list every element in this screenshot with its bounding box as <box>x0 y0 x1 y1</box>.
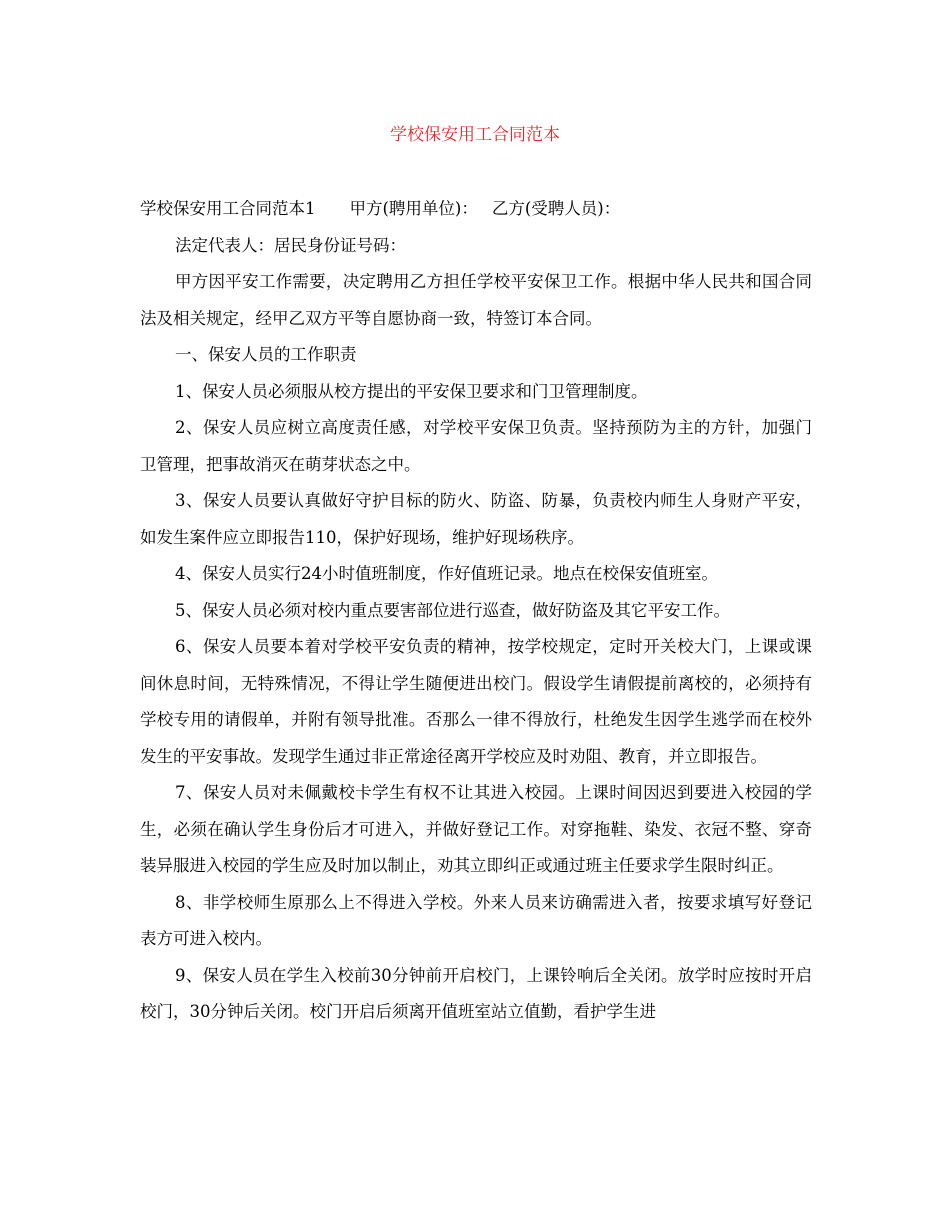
clause-5: 5、保安人员必须对校内重点要害部位进行巡查，做好防盗及其它平安工作。 <box>175 600 730 620</box>
clause-2: 2、保安人员应树立高度责任感，对学校平安保卫负责。坚持预防为主的方针，加强门卫管理，把事故消灭在萌芽状态之中。 <box>140 418 812 474</box>
clause-4: 4、保安人员实行24小时值班制度，作好值班记录。地点在校保安值班室。 <box>175 564 718 583</box>
paragraph-preamble: 甲方因平安工作需要，决定聘用乙方担任学校平安保卫工作。根据中华人民共和国合同法及相关规定，经甲乙双方平等自愿协商一致，特签订本合同。 <box>140 272 812 328</box>
party-b-label: 乙方(受聘人员)： <box>491 199 621 218</box>
clause-9: 9、保安人员在学生入校前30分钟前开启校门，上课铃响后全关闭。放学时应按时开启校门，30分钟后关闭。校门开启后须离开值班室站立值勤，看护学生进 <box>140 965 812 1021</box>
clause-8: 8、非学校师生原那么上不得进入学校。外来人员来访确需进入者，按要求填写好登记表方可进入校内。 <box>140 892 812 948</box>
contract-header-line <box>140 191 812 228</box>
clause-7: 7、保安人员对未佩戴校卡学生有权不让其进入校园。上课时间因迟到要进入校园的学生，必须在确认学生身份后才可进入，并做好登记工作。对穿拖鞋、染发、衣冠不整、穿奇装异服进入校园的学生应及时加以制止，劝其立即纠正或通过班主任要求学生限时纠正。 <box>140 783 812 875</box>
paragraph-representative: 法定代表人：居民身份证号码： <box>175 235 406 255</box>
section-heading-duties: 一、保安人员的工作职责 <box>175 345 357 364</box>
contract-label: 学校保安用工合同范本1 <box>140 199 316 218</box>
party-a-label: 甲方(聘用单位)： <box>349 199 478 218</box>
clause-6: 6、保安人员要本着对学校平安负责的精神，按学校规定，定时开关校大门，上课或课间休息时间，无特殊情况，不得让学生随便进出校门。假设学生请假提前离校的，必须持有学校专用的请假单，并附有领导批准。否那么一律不得放行，杜绝发生因学生逃学而在校外发生的平安事故。发现学生通过非正常途径离开学校应及时劝阻、教育，并立即报告。 <box>140 637 812 766</box>
document-title: 学校保安用工合同范本 <box>390 125 560 145</box>
clause-1: 1、保安人员必须服从校方提出的平安保卫要求和门卫管理制度。 <box>175 381 648 401</box>
document-body <box>140 191 812 1031</box>
clause-3: 3、保安人员要认真做好守护目标的防火、防盗、防暴，负责校内师生人身财产平安，如发生案件应立即报告110，保护好现场，维护好现场秩序。 <box>140 491 812 547</box>
